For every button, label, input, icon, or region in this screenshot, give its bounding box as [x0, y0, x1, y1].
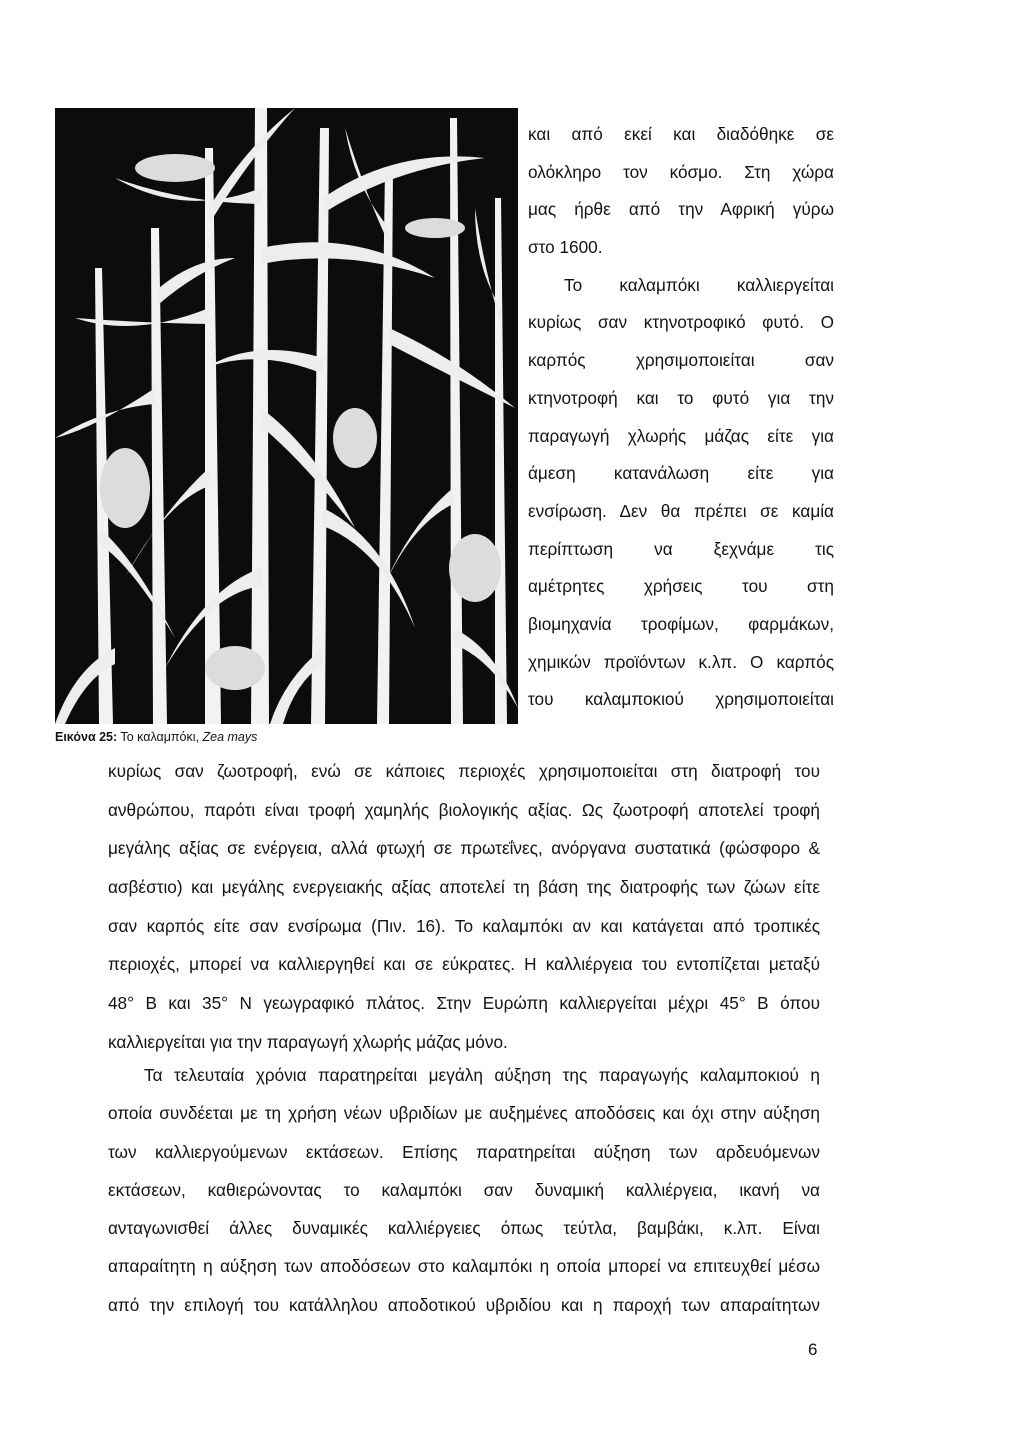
paragraph-2: [108, 1056, 820, 1324]
text-line: Τα τελευταία χρόνια παρατηρείται μεγάλη αύξηση της παραγωγής καλαμποκιού η: [144, 1065, 820, 1085]
right-column-text: [528, 116, 834, 719]
corn-plants-illustration: [55, 108, 518, 724]
text-line: του καλαμποκιού χρησιμοποιείται: [528, 689, 834, 710]
caption-species: Zea mays: [202, 730, 258, 744]
text-line: περιοχές, μπορεί να καλλιεργηθεί και σε εύκρατες. Η καλλιέργεια του εντοπίζεται μεταξύ: [108, 954, 820, 975]
text-line: καρπός χρησιμοποιείται σαν: [528, 350, 834, 371]
text-line: των καλλιεργούμενων εκτάσεων. Επίσης παρατηρείται αύξηση των αρδευόμενων: [108, 1141, 820, 1162]
caption-text: Το καλαμπόκι,: [117, 730, 203, 744]
text-line: περίπτωση να ξεχνάμε τις: [528, 538, 834, 559]
text-line: ασβέστιο) και μεγάλης ενεργειακής αξίας αποτελεί τη βάση της διατροφής των ζώων είτε: [108, 877, 820, 898]
text-line: ανταγωνισθεί άλλες δυναμικές καλλιέργειες όπως τεύτλα, βαμβάκι, κ.λπ. Είναι: [108, 1218, 820, 1239]
text-line: κυρίως σαν ζωοτροφή, ενώ σε κάποιες περιοχές χρησιμοποιείται στη διατροφή του: [108, 761, 820, 781]
text-line: 48° Β και 35° Ν γεωγραφικό πλάτος. Στην Ευρώπη καλλιεργείται μέχρι 45° Β όπου: [108, 993, 820, 1014]
text-line: εκτάσεων, καθιερώνοντας το καλαμπόκι σαν δυναμική καλλιέργεια, ικανή να: [108, 1179, 820, 1200]
text-line: οποία συνδέεται με τη χρήση νέων υβριδίων με αυξημένες αποδόσεις και όχι στην αύξηση: [108, 1103, 820, 1124]
text-line: μεγάλης αξίας σε ενέργεια, αλλά φτωχή σε πρωτεΐνες, ανόργανα συστατικά (φώσφορο &: [108, 838, 820, 859]
page-number: 6: [808, 1340, 818, 1359]
text-line: χημικών προϊόντων κ.λπ. Ο καρπός: [528, 651, 834, 672]
corn-field-photo: [55, 108, 518, 724]
text-line: αμέτρητες χρήσεις του στη: [528, 576, 834, 597]
text-line: κτηνοτροφή και το φυτό για την: [528, 387, 834, 408]
text-line: Το καλαμπόκι καλλιεργείται: [564, 274, 834, 295]
text-line: από την επιλογή του κατάλληλου αποδοτικού υβριδίου και η παροχή των απαραίτητων: [108, 1294, 820, 1315]
text-line: άμεση κατανάλωση είτε για: [528, 463, 834, 484]
text-line: καλλιεργείται για την παραγωγή χλωρής μάζας μόνο.: [108, 1031, 508, 1052]
text-line: ενσίρωση. Δεν θα πρέπει σε καμία: [528, 500, 834, 521]
text-line: σαν καρπός είτε σαν ενσίρωμα (Πιν. 16). Το καλαμπόκι αν και κατάγεται από τροπικές: [108, 915, 820, 936]
text-line: ολόκληρο τον κόσμο. Στη χώρα: [528, 161, 834, 182]
text-line: στο 1600.: [528, 237, 603, 258]
text-line: και από εκεί και διαδόθηκε σε: [528, 124, 834, 144]
paragraph-1: [108, 752, 820, 1062]
text-line: απαραίτητη η αύξηση των αποδόσεων στο καλαμπόκι η οποία μπορεί να επιτευχθεί μέσω: [108, 1256, 820, 1277]
figure-caption: [55, 730, 257, 744]
caption-label: Εικόνα 25:: [55, 730, 118, 744]
text-line: βιομηχανία τροφίμων, φαρμάκων,: [528, 613, 834, 634]
text-line: μας ήρθε από την Αφρική γύρω: [528, 199, 834, 220]
text-line: ανθρώπου, παρότι είναι τροφή χαμηλής βιολογικής αξίας. Ως ζωοτροφή αποτελεί τροφή: [108, 799, 820, 820]
text-line: παραγωγή χλωρής μάζας είτε για: [528, 425, 834, 446]
text-line: κυρίως σαν κτηνοτροφικό φυτό. Ο: [528, 312, 834, 333]
